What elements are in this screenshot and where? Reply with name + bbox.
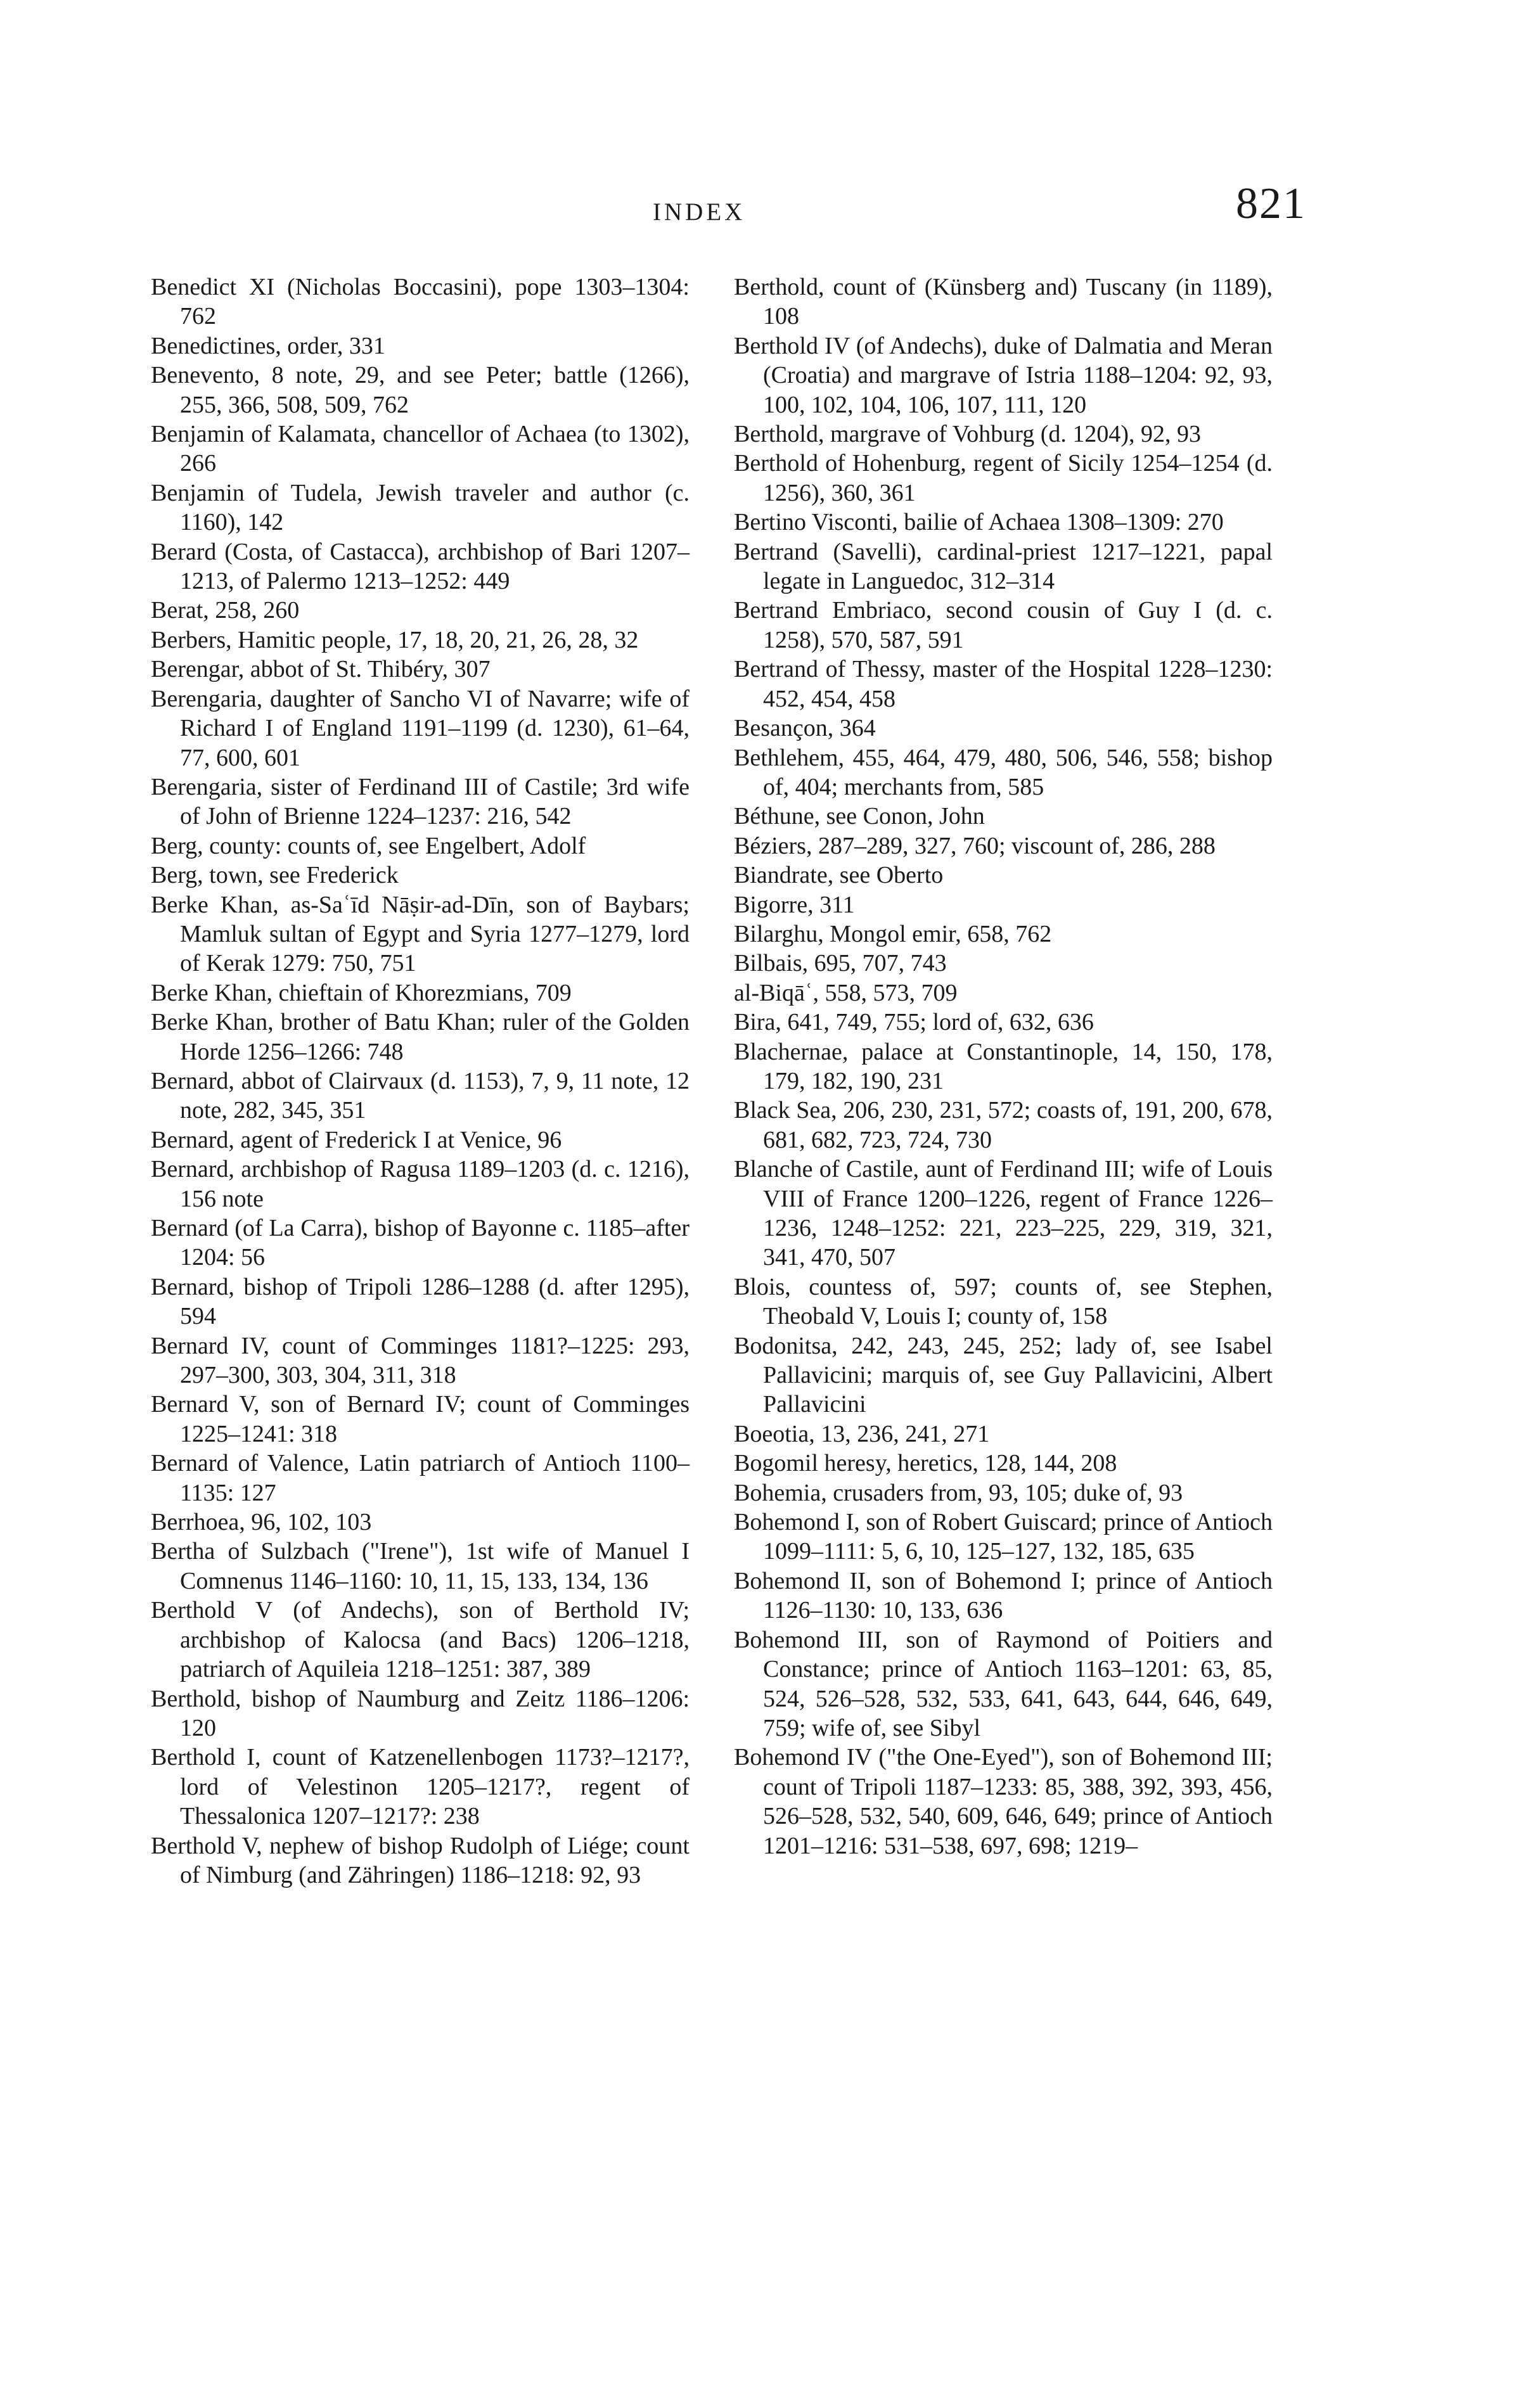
index-entry: Bogomil heresy, heretics, 128, 144, 208	[734, 1450, 1117, 1477]
index-entry: Black Sea, 206, 230, 231, 572; coasts of, 191, 200, 678, 681, 682, 723, 724, 730	[734, 1097, 1273, 1153]
index-entry: Berke Khan, as-Saʿīd Nāṣir-ad-Dīn, son of Baybars; Mamluk sultan of Egypt and Syria 1277–1279, lord of Kerak 1279: 750, 751	[151, 891, 690, 977]
index-entry: Boeotia, 13, 236, 241, 271	[734, 1420, 990, 1447]
index-entry: Bohemond IV ("the One-Eyed"), son of Bohemond III; count of Tripoli 1187–1233: 85, 388, 392, 393, 456, 526–528, 532, 540, 609, 646, 649; prince of Antioch 1201–1216: 531–538, 697, 698; 1219–	[734, 1744, 1273, 1859]
index-entry: Berthold of Hohenburg, regent of Sicily 1254–1254 (d. 1256), 360, 361	[734, 450, 1273, 506]
index-entry: Bertrand (Savelli), cardinal-priest 1217–1221, papal legate in Languedoc, 312–314	[734, 538, 1273, 595]
index-entry: Bilarghu, Mongol emir, 658, 762	[734, 920, 1052, 947]
index-entry: Berg, county: counts of, see Engelbert, Adolf	[151, 832, 586, 859]
page-number: 821	[1236, 179, 1306, 228]
index-entry: Bira, 641, 749, 755; lord of, 632, 636	[734, 1009, 1094, 1036]
index-entry: Bethlehem, 455, 464, 479, 480, 506, 546, 558; bishop of, 404; merchants from, 585	[734, 744, 1273, 800]
index-entry: Berthold V, nephew of bishop Rudolph of Liége; count of Nimburg (and Zähringen) 1186–1218: 92, 93	[151, 1832, 690, 1888]
index-entry: Bernard, abbot of Clairvaux (d. 1153), 7, 9, 11 note, 12 note, 282, 345, 351	[151, 1067, 690, 1124]
index-entry: Béziers, 287–289, 327, 760; viscount of, 286, 288	[734, 832, 1216, 859]
index-entry: Berat, 258, 260	[151, 597, 300, 624]
index-entry: Bernard V, son of Bernard IV; count of Comminges 1225–1241: 318	[151, 1391, 690, 1447]
index-entry: Berthold, margrave of Vohburg (d. 1204), 92, 93	[734, 421, 1202, 448]
index-entry: Berard (Costa, of Castacca), archbishop of Bari 1207–1213, of Palermo 1213–1252: 449	[151, 538, 690, 595]
index-entry: Benedict XI (Nicholas Boccasini), pope 1303–1304: 762	[151, 274, 690, 330]
index-entry: Bohemond I, son of Robert Guiscard; prince of Antioch 1099–1111: 5, 6, 10, 125–127, 132, 185, 635	[734, 1509, 1273, 1565]
index-entry: Berrhoea, 96, 102, 103	[151, 1509, 372, 1536]
index-entry: Benevento, 8 note, 29, and see Peter; battle (1266), 255, 366, 508, 509, 762	[151, 362, 690, 418]
index-entry: Berthold, count of (Künsberg and) Tuscany (in 1189), 108	[734, 274, 1273, 330]
index-entry: Berthold IV (of Andechs), duke of Dalmatia and Meran (Croatia) and margrave of Istria 1188–1204: 92, 93, 100, 102, 104, 106, 107, 111, 120	[734, 332, 1273, 418]
index-entry: Blanche of Castile, aunt of Ferdinand III; wife of Louis VIII of France 1200–1226, regent of France 1226–1236, 1248–1252: 221, 223–225, 229, 319, 321, 341, 470, 507	[734, 1156, 1273, 1271]
index-entry: Béthune, see Conon, John	[734, 803, 985, 830]
index-entry: Berthold V (of Andechs), son of Berthold IV; archbishop of Kalocsa (and Bacs) 1206–1218, patriarch of Aquileia 1218–1251: 387, 389	[151, 1597, 690, 1683]
index-entry: Berke Khan, brother of Batu Khan; ruler of the Golden Horde 1256–1266: 748	[151, 1009, 690, 1065]
index-entry: Blois, countess of, 597; counts of, see Stephen, Theobald V, Louis I; county of, 158	[734, 1273, 1273, 1330]
index-entry: Besançon, 364	[734, 715, 876, 742]
index-entry: Benedictines, order, 331	[151, 332, 385, 359]
index-entry: Benjamin of Tudela, Jewish traveler and author (c. 1160), 142	[151, 479, 690, 536]
index-entry: Bilbais, 695, 707, 743	[734, 950, 947, 977]
index-entry: Berengaria, daughter of Sancho VI of Navarre; wife of Richard I of England 1191–1199 (d. 1230), 61–64, 77, 600, 601	[151, 685, 690, 771]
running-header: INDEX	[653, 198, 746, 226]
index-entry: Berthold, bishop of Naumburg and Zeitz 1186–1206: 120	[151, 1685, 690, 1741]
index-entry: Bigorre, 311	[734, 891, 855, 918]
index-entry: Berke Khan, chieftain of Khorezmians, 709	[151, 979, 572, 1006]
index-entry: Bertrand of Thessy, master of the Hospital 1228–1230: 452, 454, 458	[734, 656, 1273, 712]
index-entry: Berbers, Hamitic people, 17, 18, 20, 21, 26, 28, 32	[151, 626, 639, 653]
index-entry: Blachernae, palace at Constantinople, 14, 150, 178, 179, 182, 190, 231	[734, 1038, 1273, 1094]
index-entry: Bohemond II, son of Bohemond I; prince of Antioch 1126–1130: 10, 133, 636	[734, 1567, 1273, 1624]
index-entry: Bernard, agent of Frederick I at Venice, 96	[151, 1126, 562, 1153]
index-entry: Berthold I, count of Katzenellenbogen 1173?–1217?, lord of Velestinon 1205–1217?, regent of Thessalonica 1207–1217?: 238	[151, 1744, 690, 1830]
index-entry: Biandrate, see Oberto	[734, 862, 944, 889]
index-entry: Berengar, abbot of St. Thibéry, 307	[151, 656, 491, 683]
index-entry: Benjamin of Kalamata, chancellor of Achaea (to 1302), 266	[151, 421, 690, 477]
index-entry: Bernard IV, count of Comminges 1181?–1225: 293, 297–300, 303, 304, 311, 318	[151, 1332, 690, 1389]
index-entry: Bohemond III, son of Raymond of Poitiers and Constance; prince of Antioch 1163–1201: 63, 85, 524, 526–528, 532, 533, 641, 643, 644, 646, 649, 759; wife of, see Sibyl	[734, 1626, 1273, 1741]
index-column-left	[151, 272, 690, 1890]
index-entry: Bertino Visconti, bailie of Achaea 1308–1309: 270	[734, 509, 1224, 536]
index-entry: Bertha of Sulzbach ("Irene"), 1st wife of Manuel I Comnenus 1146–1160: 10, 11, 15, 133, 134, 136	[151, 1538, 690, 1594]
index-entry: Bernard (of La Carra), bishop of Bayonne c. 1185–after 1204: 56	[151, 1215, 690, 1271]
index-entry: Berg, town, see Frederick	[151, 862, 399, 889]
index-entry: Bernard, archbishop of Ragusa 1189–1203 (d. c. 1216), 156 note	[151, 1156, 690, 1212]
index-entry: Berengaria, sister of Ferdinand III of Castile; 3rd wife of John of Brienne 1224–1237: 216, 542	[151, 773, 690, 830]
index-column-right	[734, 272, 1273, 1860]
index-entry: Bernard, bishop of Tripoli 1286–1288 (d. after 1295), 594	[151, 1273, 690, 1330]
index-entry: Bodonitsa, 242, 243, 245, 252; lady of, see Isabel Pallavicini; marquis of, see Guy Pallavicini, Albert Pallavicini	[734, 1332, 1273, 1418]
index-entry: Bernard of Valence, Latin patriarch of Antioch 1100–1135: 127	[151, 1450, 690, 1506]
index-entry: Bohemia, crusaders from, 93, 105; duke of, 93	[734, 1479, 1183, 1506]
index-entry: al-Biqāʿ, 558, 573, 709	[734, 979, 958, 1006]
index-entry: Bertrand Embriaco, second cousin of Guy I (d. c. 1258), 570, 587, 591	[734, 597, 1273, 653]
